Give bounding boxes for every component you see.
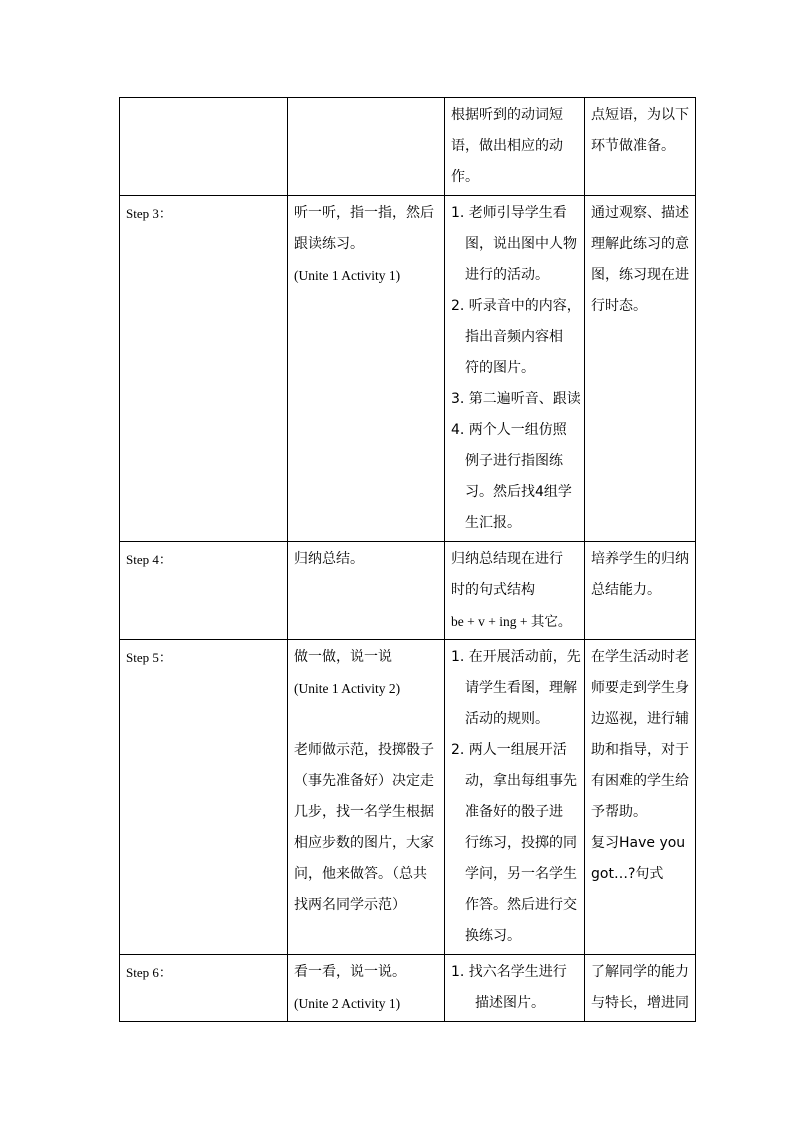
process-line: 例子进行指图练 bbox=[465, 453, 563, 469]
process-line: 归纳总结现在进行 bbox=[451, 551, 563, 567]
purpose-line: 了解同学的能力 bbox=[591, 964, 689, 980]
process-cell bbox=[445, 196, 585, 542]
step-cell bbox=[120, 955, 288, 1022]
purpose-line: 图，练习现在进 bbox=[591, 267, 689, 283]
purpose-line: 行时态。 bbox=[591, 298, 647, 314]
lesson-plan-table bbox=[119, 97, 696, 1022]
process-line: 作。 bbox=[451, 169, 479, 185]
purpose-cell bbox=[585, 955, 696, 1022]
activity-line: （事先准备好）决定走 bbox=[294, 773, 434, 789]
step-cell bbox=[120, 542, 288, 640]
purpose-line: 理解此练习的意 bbox=[591, 236, 689, 252]
activity-cell bbox=[288, 640, 445, 955]
step-label: Step 6： bbox=[126, 965, 172, 980]
process-line: 2. 听录音中的内容， bbox=[451, 298, 581, 314]
process-cell bbox=[445, 955, 585, 1022]
purpose-cell bbox=[585, 196, 696, 542]
process-line: 图，说出图中人物 bbox=[465, 236, 577, 252]
activity-line: 找两名同学示范） bbox=[294, 897, 406, 913]
purpose-cell bbox=[585, 542, 696, 640]
process-line: 进行的活动。 bbox=[465, 267, 549, 283]
purpose-line: 有困难的学生给 bbox=[591, 773, 689, 789]
table-row bbox=[120, 196, 696, 542]
step-cell bbox=[120, 640, 288, 955]
activity-line: 跟读练习。 bbox=[294, 236, 364, 252]
activity-cell bbox=[288, 98, 445, 196]
step-label: Step 5： bbox=[126, 650, 172, 665]
process-line: 行练习，投掷的同 bbox=[465, 835, 577, 851]
process-line: 1. 在开展活动前，先 bbox=[451, 649, 581, 665]
process-line: 语，做出相应的动 bbox=[451, 138, 563, 154]
activity-line: (Unite 2 Activity 1) bbox=[294, 996, 401, 1011]
purpose-line: 边巡视，进行辅 bbox=[591, 711, 689, 727]
process-line: 2. 两人一组展开活 bbox=[451, 742, 567, 758]
activity-line: (Unite 1 Activity 2) bbox=[294, 681, 401, 696]
process-line: 1. 老师引导学生看 bbox=[451, 205, 567, 221]
activity-cell bbox=[288, 955, 445, 1022]
process-line: 描述图片。 bbox=[475, 995, 545, 1011]
activity-cell bbox=[288, 542, 445, 640]
purpose-line: 环节做准备。 bbox=[591, 138, 675, 154]
table-row bbox=[120, 955, 696, 1022]
process-cell bbox=[445, 542, 585, 640]
activity-line: 相应步数的图片，大家 bbox=[294, 835, 434, 851]
process-line: 时的句式结构 bbox=[451, 582, 535, 598]
purpose-cell bbox=[585, 640, 696, 955]
purpose-line: 助和指导，对于 bbox=[591, 742, 689, 758]
process-line: 动，拿出每组事先 bbox=[465, 773, 577, 789]
process-line: 根据听到的动词短 bbox=[451, 107, 563, 123]
process-line: be + v + ing + 其它。 bbox=[451, 614, 572, 629]
process-line: 1. 找六名学生进行 bbox=[451, 964, 567, 980]
purpose-line: 师要走到学生身 bbox=[591, 680, 689, 696]
table-row bbox=[120, 640, 696, 955]
purpose-line: 复习Have you bbox=[591, 835, 686, 851]
process-line: 生汇报。 bbox=[465, 515, 521, 531]
activity-line: (Unite 1 Activity 1) bbox=[294, 268, 401, 283]
purpose-line: got…?句式 bbox=[591, 866, 664, 882]
process-line: 换练习。 bbox=[465, 928, 521, 944]
activity-cell bbox=[288, 196, 445, 542]
purpose-line: 予帮助。 bbox=[591, 804, 647, 820]
process-line: 活动的规则。 bbox=[465, 711, 549, 727]
process-line: 请学生看图，理解 bbox=[465, 680, 577, 696]
process-cell bbox=[445, 98, 585, 196]
process-line: 3. 第二遍听音、跟读 bbox=[451, 391, 581, 407]
table-row bbox=[120, 98, 696, 196]
step-label: Step 4： bbox=[126, 552, 172, 567]
activity-line: 归纳总结。 bbox=[294, 551, 364, 567]
activity-line: 看一看，说一说。 bbox=[294, 964, 406, 980]
activity-line: 听一听，指一指，然后 bbox=[294, 205, 434, 221]
process-line: 符的图片。 bbox=[465, 360, 535, 376]
step-cell bbox=[120, 98, 288, 196]
process-line: 作答。然后进行交 bbox=[465, 897, 577, 913]
blank-line bbox=[294, 704, 438, 735]
purpose-line: 培养学生的归纳 bbox=[591, 551, 689, 567]
process-line: 学问，另一名学生 bbox=[465, 866, 577, 882]
process-line: 指出音频内容相 bbox=[465, 329, 563, 345]
activity-line: 老师做示范，投掷骰子 bbox=[294, 742, 434, 758]
process-line: 习。然后找4组学 bbox=[465, 484, 572, 500]
purpose-line: 通过观察、描述 bbox=[591, 205, 689, 221]
purpose-line: 在学生活动时老 bbox=[591, 649, 689, 665]
table-row bbox=[120, 542, 696, 640]
step-label: Step 3： bbox=[126, 206, 172, 221]
purpose-cell bbox=[585, 98, 696, 196]
activity-line: 问，他来做答。（总共 bbox=[294, 866, 427, 882]
step-cell bbox=[120, 196, 288, 542]
process-line: 4. 两个人一组仿照 bbox=[451, 422, 567, 438]
purpose-line: 点短语，为以下 bbox=[591, 107, 689, 123]
activity-line: 几步，找一名学生根据 bbox=[294, 804, 434, 820]
activity-line: 做一做，说一说 bbox=[294, 649, 392, 665]
purpose-line: 与特长，增进同 bbox=[591, 995, 689, 1011]
purpose-line: 总结能力。 bbox=[591, 582, 661, 598]
process-line: 准备好的骰子进 bbox=[465, 804, 563, 820]
process-cell bbox=[445, 640, 585, 955]
